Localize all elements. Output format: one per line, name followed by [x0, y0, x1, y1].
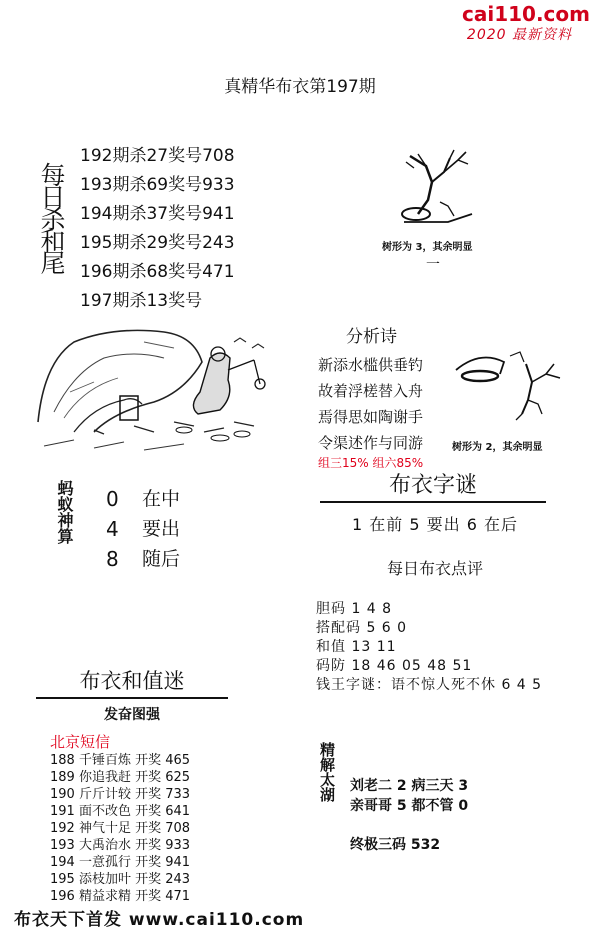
ant-number: 0: [106, 487, 119, 511]
jing-label: 精解太湖: [318, 742, 336, 802]
daily-review-title: 每日布衣点评: [386, 559, 483, 578]
poem-line: 令渠述作与同游: [318, 434, 424, 452]
ant-label: 蚂蚁神算: [55, 480, 74, 544]
poem-lines: [318, 352, 423, 456]
list-item: 195 添枝加叶 开奖 243: [50, 872, 191, 887]
list-item: 195期杀29奖号243: [80, 233, 235, 253]
fishing-scene-illustration: [34, 322, 274, 454]
info-list: [316, 600, 542, 695]
beijing-title: 北京短信: [50, 733, 111, 751]
tree-mark: 一: [426, 257, 440, 273]
buyi-riddle-text: 1 在前 5 要出 6 在后: [352, 515, 518, 534]
poem-highlight: 组三15% 组六85%: [318, 456, 424, 470]
list-item: 192 神气十足 开奖 708: [50, 821, 191, 836]
ant-word: 在中: [142, 488, 181, 510]
list-item: 191 面不改色 开奖 641: [50, 804, 191, 819]
list-item: 194 一意孤行 开奖 941: [50, 855, 191, 870]
list-item: 码防 18 46 05 48 51: [316, 658, 473, 674]
buyi-riddle-header: 布衣字谜: [320, 468, 546, 503]
list-item: 188 千锤百炼 开奖 465: [50, 753, 191, 768]
poem-line: 新添水槛供垂钓: [318, 356, 424, 374]
ant-numbers: [106, 484, 119, 574]
tree-caption-2: 树形为 2，其余明显: [452, 442, 543, 453]
list-item: 亲哥哥 5 都不管 0: [350, 798, 469, 814]
brand-site: cai110.com: [462, 2, 590, 26]
beijing-list: [50, 752, 190, 905]
list-item: 和值 13 11: [316, 639, 397, 655]
footer: 布衣天下首发 www.cai110.com: [14, 910, 305, 930]
ant-words: [142, 484, 180, 574]
jing-final: 终极三码 532: [350, 837, 441, 853]
list-item: 193期杀69奖号933: [80, 175, 235, 195]
list-item: 196 精益求精 开奖 471: [50, 889, 191, 904]
list-item: 196期杀68奖号471: [80, 262, 235, 282]
brand-subtitle: 2020 最新资料: [466, 27, 572, 43]
daily-kill-label: 每日杀和尾: [37, 162, 66, 272]
ant-word: 随后: [142, 548, 181, 570]
poem-line: 焉得思如陶谢手: [318, 408, 424, 426]
list-item: 189 你追我赶 开奖 625: [50, 770, 191, 785]
list-item: 193 大禹治水 开奖 933: [50, 838, 191, 853]
jing-lines: [350, 776, 468, 816]
he-riddle-header: 布衣和值迷: [36, 665, 228, 699]
list-item: 钱王字谜：语不惊人死不休 6 4 5: [316, 677, 543, 693]
tree-caption-1: 树形为 3，其余明显: [382, 242, 473, 253]
tree-sketch-2: [450, 340, 570, 430]
ant-word: 要出: [142, 518, 181, 540]
list-item: 197期杀13奖号: [80, 291, 203, 311]
list-item: 192期杀27奖号708: [80, 146, 235, 166]
poem-title: 分析诗: [346, 327, 397, 347]
daily-kill-list: [80, 142, 235, 316]
list-item: 搭配码 5 6 0: [316, 620, 408, 636]
list-item: 190 斤斤计较 开奖 733: [50, 787, 191, 802]
page-title: 真精华布衣第197期: [224, 77, 376, 97]
list-item: 194期杀37奖号941: [80, 204, 235, 224]
he-riddle-sub: 发奋图强: [104, 707, 160, 723]
ant-number: 8: [106, 547, 119, 571]
tree-sketch-1: [388, 142, 488, 234]
list-item: 刘老二 2 病三天 3: [350, 778, 469, 794]
poem-line: 故着浮槎替入舟: [318, 382, 424, 400]
ant-number: 4: [106, 517, 119, 541]
list-item: 胆码 1 4 8: [316, 601, 393, 617]
